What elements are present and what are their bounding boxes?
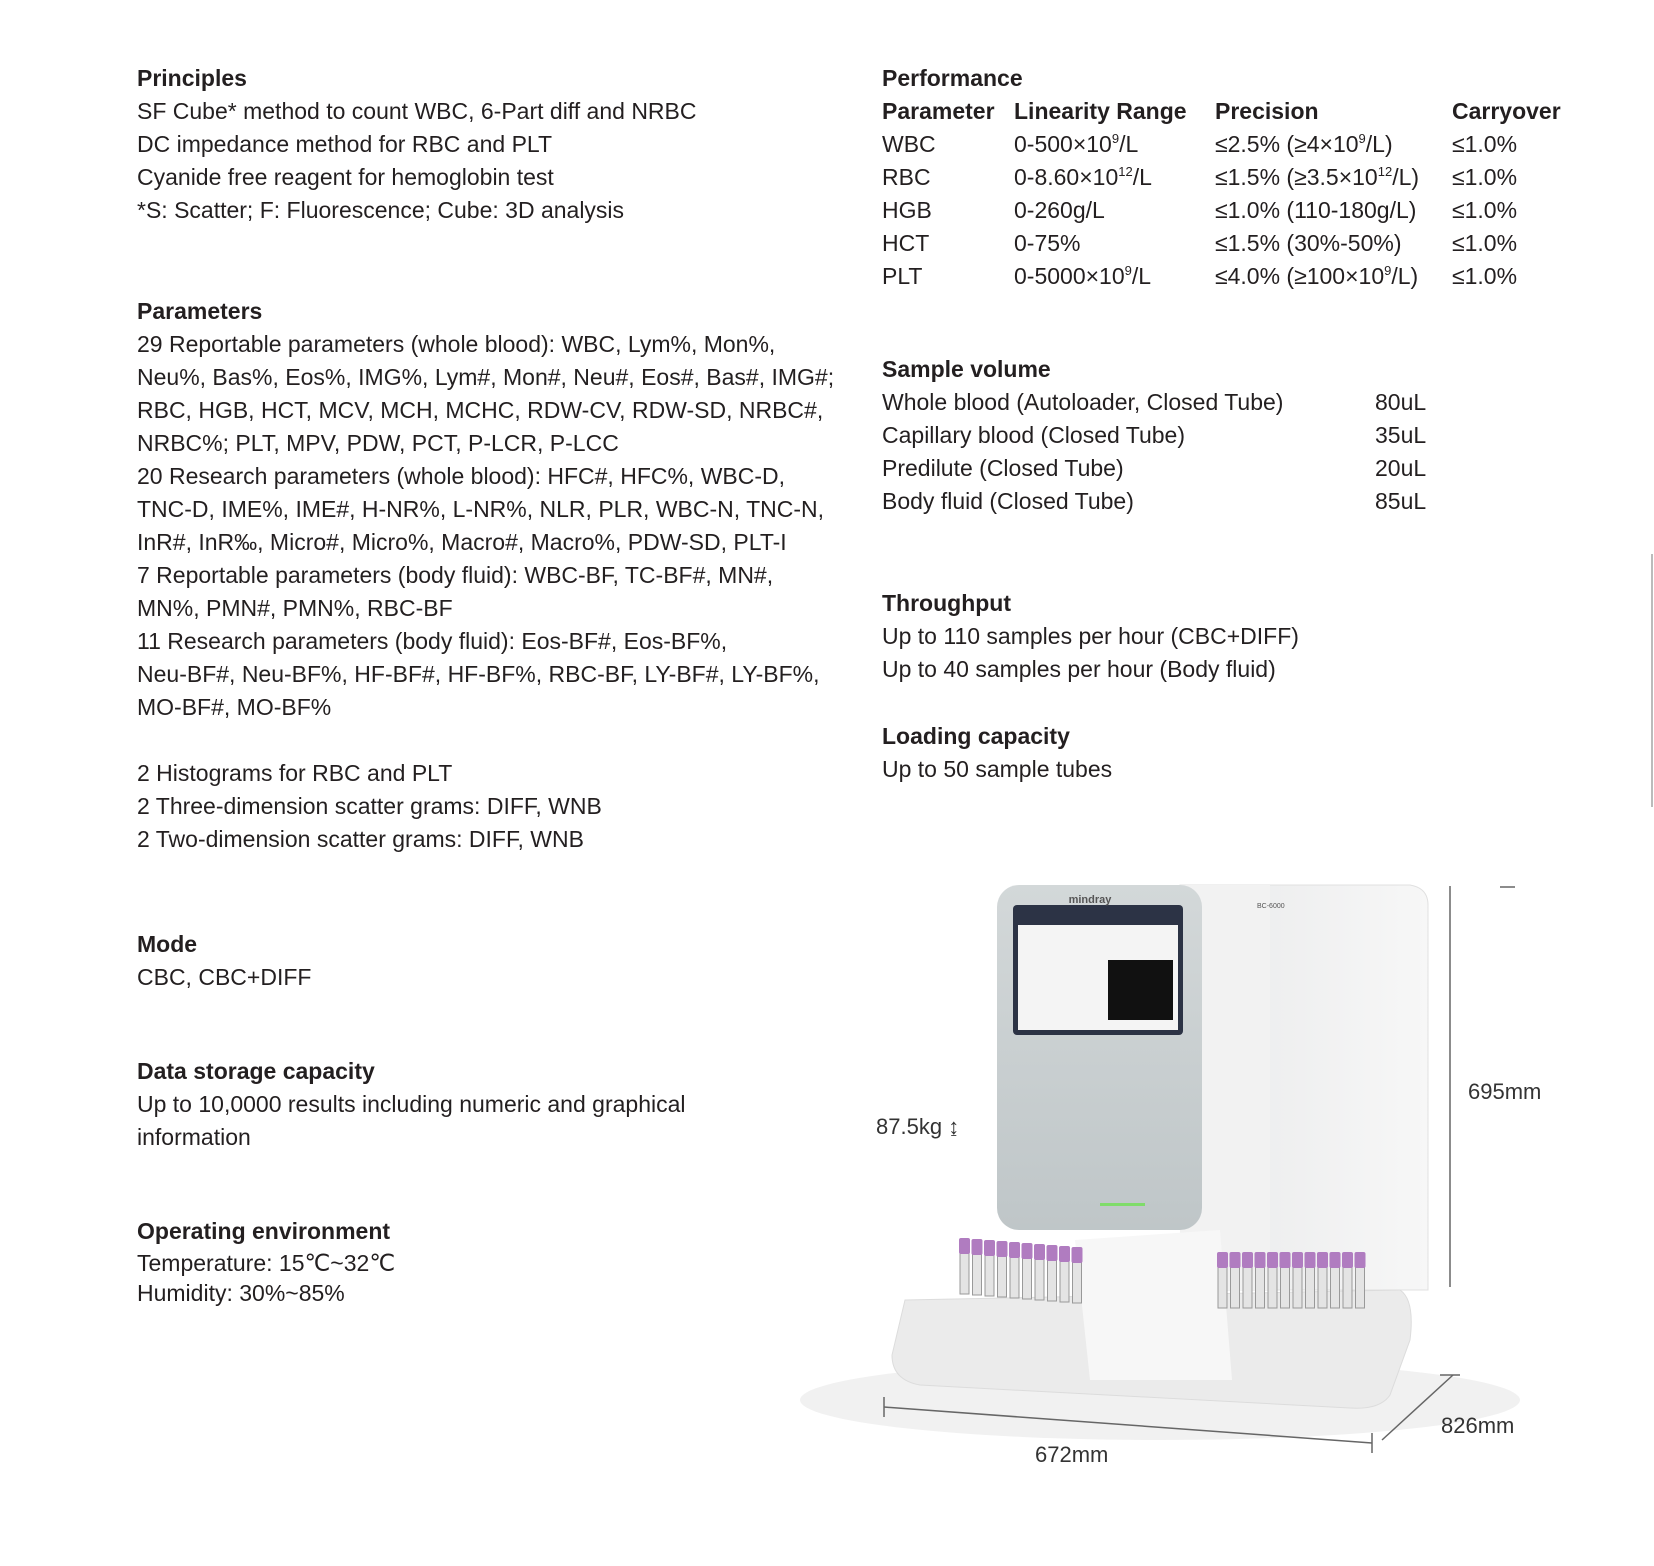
precision-base: ≤2.5% (≥4×10 — [1215, 131, 1359, 157]
range-base: 0-75% — [1014, 230, 1081, 256]
screen-scattergram — [1108, 960, 1173, 1020]
tube-cap — [1267, 1252, 1278, 1268]
storage-line: information — [137, 1124, 251, 1150]
precision-exponent: 12 — [1377, 164, 1393, 179]
tube — [1268, 1266, 1277, 1308]
sample-volume-value: 85uL — [1375, 488, 1427, 514]
weight-value: 87.5kg — [876, 1114, 943, 1139]
header-carryover: Carryover — [1452, 98, 1561, 124]
weight-arrow-icon: ↨ — [948, 1114, 960, 1139]
row-carryover: ≤1.0% — [1452, 263, 1518, 289]
tube — [1060, 1260, 1069, 1302]
temperature-line: Temperature: 15℃~32℃ — [137, 1250, 396, 1276]
tube-cap — [1034, 1244, 1045, 1260]
header-precision: Precision — [1215, 98, 1319, 124]
range-base: 0-260g/L — [1014, 197, 1105, 223]
height-label: 695mm — [1468, 1079, 1542, 1104]
tube — [1256, 1266, 1265, 1308]
tube-cap — [1072, 1247, 1083, 1263]
precision-end: /L) — [1365, 131, 1393, 157]
tube-cap — [1305, 1252, 1316, 1268]
tube-cap — [997, 1241, 1008, 1257]
range-base: 0-5000×10 — [1014, 263, 1125, 289]
tube — [1218, 1266, 1227, 1308]
tube — [1243, 1266, 1252, 1308]
tube — [1331, 1266, 1340, 1308]
tube — [1293, 1266, 1302, 1308]
precision-base: ≤1.5% (30%-50%) — [1215, 230, 1402, 256]
humidity-line: Humidity: 30%~85% — [137, 1280, 345, 1306]
sample-volume-label: Whole blood (Autoloader, Closed Tube) — [882, 389, 1284, 415]
tube-cap — [1009, 1242, 1020, 1258]
model-label: BC-6000 — [1257, 903, 1285, 910]
parameters-line: MN%, PMN#, PMN%, RBC-BF — [137, 595, 453, 621]
status-light — [1100, 1203, 1145, 1206]
tube — [960, 1252, 969, 1294]
tube-cap — [1342, 1252, 1353, 1268]
range-base: 0-8.60×10 — [1014, 164, 1119, 190]
storage-title: Data storage capacity — [137, 1058, 375, 1084]
range-exponent: 12 — [1118, 164, 1133, 179]
weight-label — [876, 1114, 959, 1140]
principles-line: *S: Scatter; F: Fluorescence; Cube: 3D analysis — [137, 197, 625, 223]
mode-title: Mode — [137, 931, 198, 957]
principles-line: DC impedance method for RBC and PLT — [137, 131, 553, 157]
tube — [1343, 1266, 1352, 1308]
range-base: 0-500×10 — [1014, 131, 1112, 157]
precision-exponent: 9 — [1384, 263, 1392, 278]
tube-cap — [972, 1239, 983, 1255]
tube-cap — [1242, 1252, 1253, 1268]
precision-base: ≤1.5% (≥3.5×10 — [1215, 164, 1378, 190]
row-parameter: RBC — [882, 164, 931, 190]
mode-value: CBC, CBC+DIFF — [137, 964, 312, 990]
header-linearity: Linearity Range — [1014, 98, 1187, 124]
tube — [973, 1253, 982, 1295]
sample-volume-value: 35uL — [1375, 422, 1427, 448]
loading-title: Loading capacity — [882, 723, 1070, 749]
tube-cap — [959, 1238, 970, 1254]
parameters-line: TNC-D, IME%, IME#, H-NR%, L-NR%, NLR, PLR, WBC-N, TNC-N, — [137, 496, 825, 522]
range-unit: /L — [1131, 263, 1152, 289]
tube — [1318, 1266, 1327, 1308]
precision-exponent: 9 — [1358, 131, 1366, 146]
tube-cap — [1230, 1252, 1241, 1268]
parameters-line: 7 Reportable parameters (body fluid): WBC-BF, TC-BF#, MN#, — [137, 562, 774, 588]
parameters-line: 11 Research parameters (body fluid): Eos-BF#, Eos-BF%, — [137, 628, 728, 654]
precision-end: /L) — [1391, 263, 1419, 289]
principles-title: Principles — [137, 65, 247, 91]
row-carryover: ≤1.0% — [1452, 164, 1518, 190]
parameters-line: Neu%, Bas%, Eos%, IMG%, Lym#, Mon#, Neu#, Eos#, Bas#, IMG#; — [137, 364, 835, 390]
tube — [1010, 1256, 1019, 1298]
brand-logo: mindray — [1068, 894, 1112, 906]
parameters-line: MO-BF#, MO-BF% — [137, 694, 332, 720]
throughput-line: Up to 110 samples per hour (CBC+DIFF) — [882, 623, 1299, 649]
row-carryover: ≤1.0% — [1452, 131, 1518, 157]
precision-base: ≤1.0% (110-180g/L) — [1215, 197, 1417, 223]
range-exponent: 9 — [1124, 263, 1132, 278]
loading-value: Up to 50 sample tubes — [882, 756, 1113, 782]
tube — [998, 1255, 1007, 1297]
row-parameter: PLT — [882, 263, 923, 289]
tube — [1048, 1259, 1057, 1301]
tube-cap — [984, 1240, 995, 1256]
tube — [1281, 1266, 1290, 1308]
row-parameter: HGB — [882, 197, 932, 223]
graphs-line: 2 Two-dimension scatter grams: DIFF, WNB — [137, 826, 584, 852]
parameters-line: 29 Reportable parameters (whole blood): WBC, Lym%, Mon%, — [137, 331, 776, 357]
row-parameter: HCT — [882, 230, 930, 256]
principles-line: SF Cube* method to count WBC, 6-Part diff and NRBC — [137, 98, 697, 124]
sample-volume-label: Body fluid (Closed Tube) — [882, 488, 1134, 514]
tube-cap — [1292, 1252, 1303, 1268]
width-label: 672mm — [1035, 1442, 1109, 1467]
range-unit: /L — [1132, 164, 1152, 190]
tube — [1306, 1266, 1315, 1308]
performance-title: Performance — [882, 65, 1023, 91]
tube — [1356, 1266, 1365, 1308]
range-unit: /L — [1119, 131, 1139, 157]
tube-cap — [1280, 1252, 1291, 1268]
header-parameter: Parameter — [882, 98, 995, 124]
range-exponent: 9 — [1111, 131, 1120, 146]
row-carryover: ≤1.0% — [1452, 197, 1518, 223]
parameters-line: NRBC%; PLT, MPV, PDW, PCT, P-LCR, P-LCC — [137, 430, 619, 456]
storage-line: Up to 10,0000 results including numeric and graphical — [137, 1091, 686, 1117]
parameters-title: Parameters — [137, 298, 263, 324]
tube-cap — [1217, 1252, 1228, 1268]
environment-title: Operating environment — [137, 1218, 391, 1244]
graphs-line: 2 Histograms for RBC and PLT — [137, 760, 453, 786]
tube-cap — [1047, 1245, 1058, 1261]
throughput-line: Up to 40 samples per hour (Body fluid) — [882, 656, 1276, 682]
throughput-title: Throughput — [882, 590, 1012, 616]
sample-volume-value: 80uL — [1375, 389, 1427, 415]
parameters-line: 20 Research parameters (whole blood): HFC#, HFC%, WBC-D, — [137, 463, 786, 489]
sample-volume-label: Capillary blood (Closed Tube) — [882, 422, 1185, 448]
tube — [1073, 1261, 1082, 1303]
tube — [1023, 1257, 1032, 1299]
tube — [1231, 1266, 1240, 1308]
precision-end: /L) — [1392, 164, 1420, 190]
tray-center-ramp — [1075, 1230, 1232, 1380]
precision-base: ≤4.0% (≥100×10 — [1215, 263, 1385, 289]
tube-cap — [1059, 1246, 1070, 1262]
parameters-line: RBC, HGB, HCT, MCV, MCH, MCHC, RDW-CV, RDW-SD, NRBC#, — [137, 397, 824, 423]
sample-volume-title: Sample volume — [882, 356, 1051, 382]
graphs-line: 2 Three-dimension scatter grams: DIFF, WNB — [137, 793, 602, 819]
tube — [1035, 1258, 1044, 1300]
parameters-line: Neu-BF#, Neu-BF%, HF-BF#, HF-BF%, RBC-BF, LY-BF#, LY-BF%, — [137, 661, 820, 687]
tube-cap — [1317, 1252, 1328, 1268]
tube-cap — [1355, 1252, 1366, 1268]
tube-cap — [1255, 1252, 1266, 1268]
sample-volume-label: Predilute (Closed Tube) — [882, 455, 1124, 481]
tube — [985, 1254, 994, 1296]
row-parameter: WBC — [882, 131, 936, 157]
tube-cap — [1022, 1243, 1033, 1259]
parameters-line: InR#, InR‰, Micro#, Micro%, Macro#, Macro%, PDW-SD, PLT-I — [137, 529, 787, 555]
row-carryover: ≤1.0% — [1452, 230, 1518, 256]
tube-cap — [1330, 1252, 1341, 1268]
depth-label: 826mm — [1441, 1413, 1515, 1438]
sample-volume-value: 20uL — [1375, 455, 1427, 481]
principles-line: Cyanide free reagent for hemoglobin test — [137, 164, 554, 190]
